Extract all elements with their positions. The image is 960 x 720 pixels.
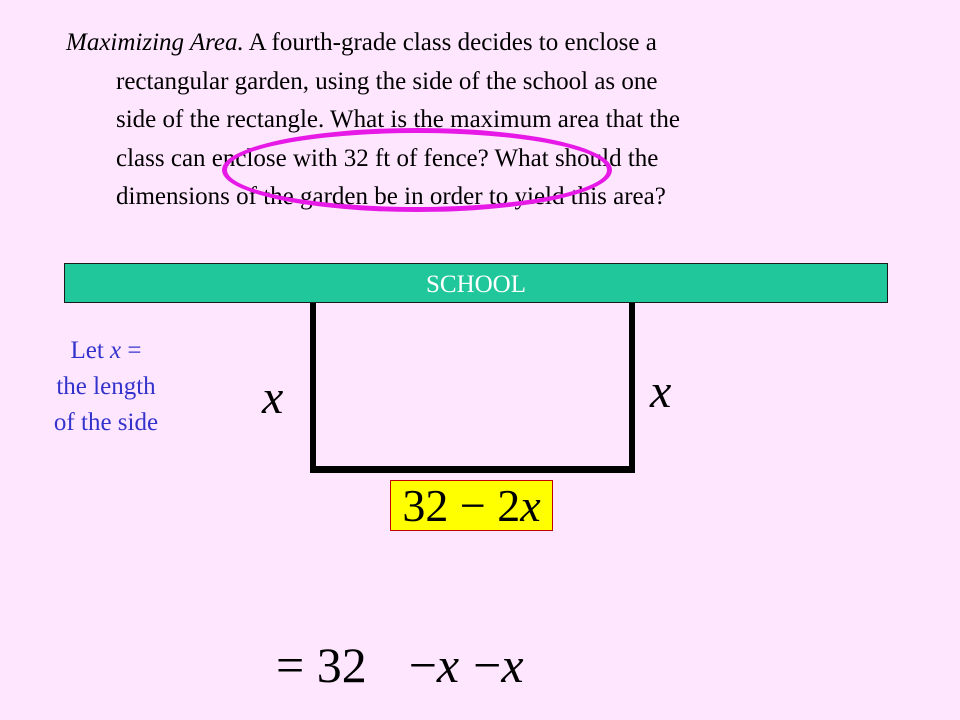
expression-variable: x — [520, 480, 541, 531]
problem-line-4: class can enclose with 32 ft of fence? What should the — [116, 144, 659, 172]
side-label-left: x — [262, 371, 284, 424]
highlight-ellipse — [222, 128, 612, 212]
problem-title: Maximizing Area. — [66, 29, 244, 56]
variable-definition — [36, 333, 176, 441]
school-wall — [64, 263, 888, 303]
bottom-side-expression — [390, 480, 553, 531]
expression-lead: 32 − 2 — [402, 480, 521, 531]
side-label-right: x — [650, 365, 672, 418]
equation-minus-1: − — [408, 637, 437, 693]
equation-variable-2: x — [501, 637, 524, 693]
equation-part-total: = 32 — [276, 637, 367, 693]
let-prefix: Let — [70, 337, 111, 364]
let-suffix: = — [121, 337, 142, 364]
let-variable: x — [110, 337, 122, 364]
problem-line-1 — [66, 24, 886, 63]
fence-left-side — [310, 303, 316, 473]
fence-bottom-side — [310, 466, 635, 473]
variable-definition-line-2: the length — [56, 373, 156, 400]
problem-text-1: A fourth-grade class decides to enclose a — [243, 29, 657, 56]
equation-variable-1: x — [436, 637, 460, 693]
equation-minus-2: − — [473, 637, 502, 693]
school-label: SCHOOL — [425, 271, 526, 298]
problem-line-5: dimensions of the garden be in order to yield this area? — [116, 183, 666, 210]
problem-line-2: rectangular garden, using the side of the school as one — [116, 67, 658, 95]
fence-right-side — [629, 303, 635, 473]
variable-definition-line-1 — [36, 333, 176, 369]
variable-definition-line-3: of the side — [53, 409, 159, 436]
perimeter-equation — [276, 637, 524, 693]
problem-line-3: side of the rectangle. What is the maximum area that the — [116, 106, 680, 133]
